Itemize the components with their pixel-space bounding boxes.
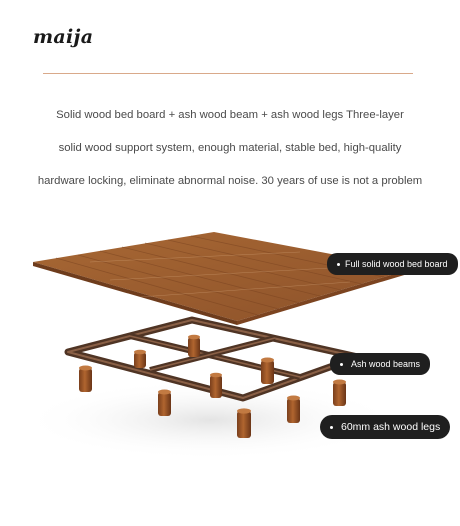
leg	[333, 380, 346, 407]
description-line-1: Solid wood bed board + ash wood beam + ash wood legs Three-layer	[56, 109, 404, 121]
callout-legs-label: 60mm ash wood legs	[341, 421, 441, 433]
callout-bed-board	[327, 253, 458, 275]
callout-dot	[337, 263, 340, 266]
bed-board	[33, 232, 411, 325]
callout-dot	[340, 363, 343, 366]
callout-bed-board-label: Full solid wood bed board	[345, 259, 448, 269]
callout-legs	[320, 415, 450, 439]
leg	[287, 396, 300, 424]
leg	[134, 350, 146, 368]
leg	[237, 408, 251, 438]
leg	[261, 358, 274, 385]
description-line-2: solid wood support system, enough material, stable bed, high-quality	[58, 142, 402, 154]
header-divider	[43, 73, 413, 74]
leg	[79, 366, 92, 393]
leg	[188, 335, 200, 357]
callout-beams	[330, 353, 430, 375]
leg	[210, 373, 222, 398]
callout-dot	[330, 426, 333, 429]
callout-beams-label: Ash wood beams	[351, 359, 421, 369]
brand-logo: maija	[33, 26, 94, 48]
description-line-3: hardware locking, eliminate abnormal noise. 30 years of use is not a problem	[37, 175, 423, 187]
leg	[158, 390, 171, 417]
